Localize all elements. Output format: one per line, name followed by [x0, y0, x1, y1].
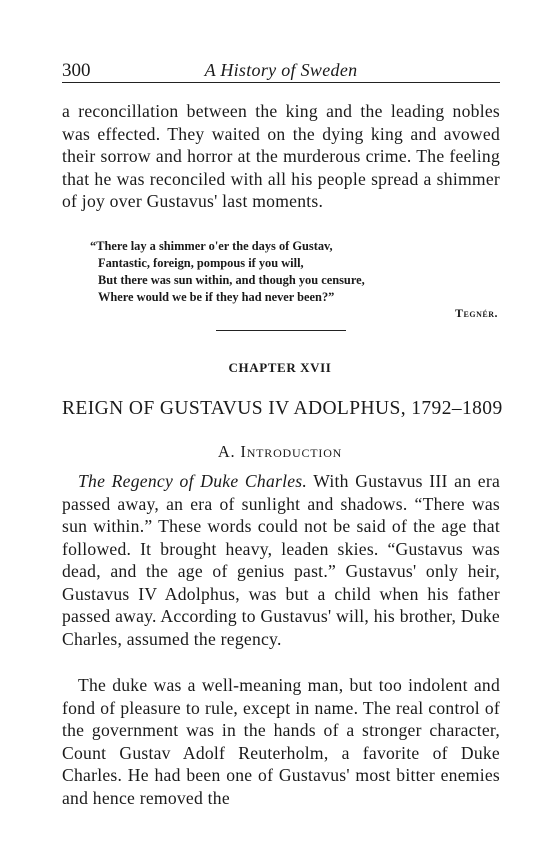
poem-line-1: “There lay a shimmer o'er the days of Gustav, — [90, 239, 333, 253]
page-number: 300 — [62, 60, 91, 81]
paragraph-2-lead: The Regency of Duke Charles. — [78, 471, 308, 491]
section-title: A. Introduction — [217, 442, 343, 461]
paragraph-2 — [62, 470, 500, 650]
page-header — [62, 60, 500, 83]
chapter-title: REIGN OF GUSTAVUS IV ADOLPHUS, 1792–1809 — [62, 398, 503, 419]
section-divider — [216, 330, 346, 331]
paragraph-3: The duke was a well-meaning man, but too indolent and fond of pleasure to rule, except in name. The real control of the government was in the hands of a stronger character, Count Gustav Adolf Reuterholm, a favorite of Duke Charles. He had been one of Gustavus' most bitter enemies and hence removed the — [62, 675, 500, 808]
poem-line-2: Fantastic, foreign, pompous if you will, — [98, 256, 304, 270]
chapter-label: CHAPTER XVII — [228, 360, 332, 375]
running-title: A History of Sweden — [204, 60, 358, 80]
poem-line-4: Where would we be if they had never been?” — [98, 290, 335, 304]
poem-line-3: But there was sun within, and though you censure, — [98, 273, 365, 287]
paragraph-1: a reconcillation between the king and the leading nobles was effected. They waited on the dying king and avowed their sorrow and horror at the murderous crime. The feeling that he was reconciled with all his people spread a shimmer of joy over Gustavus' last moments. — [62, 101, 500, 211]
poem-quote — [90, 238, 490, 306]
poem-attribution: Tegnér. — [455, 306, 498, 320]
paragraph-2-text: With Gustavus III an era passed away, an era of sunlight and shadows. “There was sun within.” These words could not be said of the age that followed. It brought heavy, leaden skies. “Gustavus was dead, and the age of genius past.” Gustavus' only heir, Gustavus IV Adolphus, was but a child when his father passed away. According to Gustavus' will, his brother, Duke Charles, assumed the regency. — [62, 471, 501, 649]
